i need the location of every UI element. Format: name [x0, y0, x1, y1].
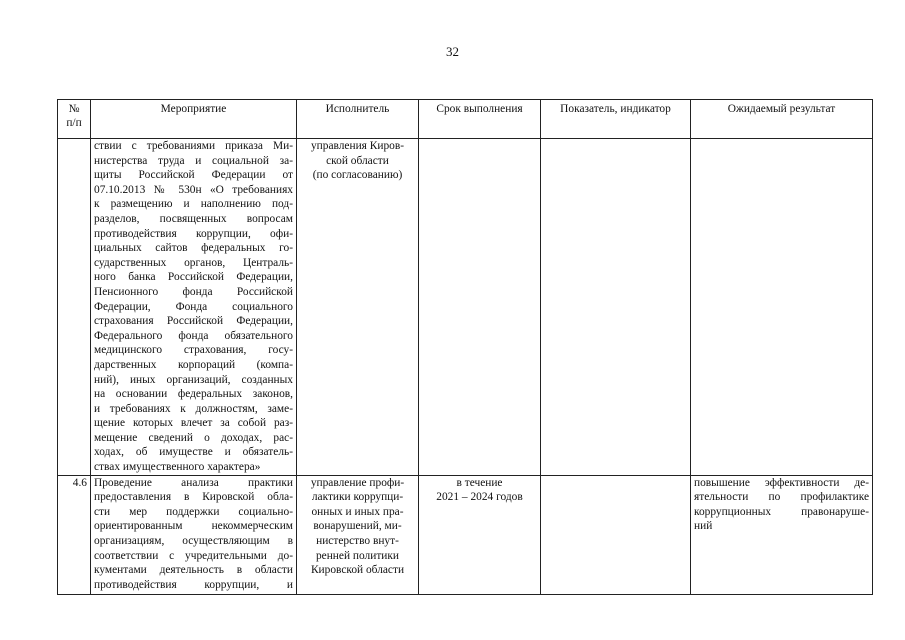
- page-number: 32: [446, 44, 459, 59]
- event-line: циальных сайтов федеральных го-: [94, 242, 293, 255]
- result-line: коррупционных правонаруше-: [694, 505, 869, 518]
- executor-line: онных и иных пра-: [311, 505, 404, 518]
- header-num-line2: п/п: [66, 117, 82, 129]
- event-line: к размещению и наполнению под-: [94, 198, 293, 211]
- executor-line: вонарушений, ми-: [313, 520, 402, 533]
- executor-line: управления Киров-: [310, 140, 405, 152]
- cell-indicator: [541, 475, 691, 594]
- cell-event: [91, 139, 297, 476]
- cell-num: 4.6: [58, 475, 91, 594]
- cell-deadline: [419, 475, 541, 594]
- event-line: соответствии с учредительными до-: [94, 549, 293, 562]
- header-deadline: Срок выполнения: [419, 100, 541, 139]
- event-line: ного банка Российской Федерации,: [94, 271, 293, 284]
- cell-num: [58, 139, 91, 476]
- cell-executor: [297, 475, 419, 594]
- table-row: [58, 139, 873, 476]
- executor-line: ской области: [326, 154, 389, 167]
- cell-executor: [297, 139, 419, 476]
- result-line: ятельности по профилактике: [694, 491, 869, 504]
- event-line: ориентированным некоммерческим: [94, 520, 293, 533]
- event-line: разделов, посвященных вопросам: [94, 212, 293, 225]
- executor-line: Кировской области: [310, 564, 405, 577]
- cell-result: [691, 475, 873, 594]
- header-num: [58, 100, 91, 139]
- cell-event: [91, 475, 297, 594]
- event-line: ходах, об имуществе и обязатель-: [94, 446, 293, 459]
- header-result: Ожидаемый результат: [691, 100, 873, 139]
- event-line: Федерации, Фонда социального: [94, 300, 293, 313]
- event-line: ствах имущественного характера»: [94, 461, 261, 474]
- event-line: 07.10.2013 № 530н «О требованиях: [94, 183, 293, 196]
- cell-result: [691, 139, 873, 476]
- executor-line: управление профи-: [310, 476, 405, 489]
- event-line: сударственных органов, Централь-: [94, 256, 293, 269]
- header-indicator: Показатель, индикатор: [541, 100, 691, 139]
- event-line: предоставления в Кировской обла-: [94, 491, 293, 504]
- event-line: дарственных корпораций (компа-: [94, 358, 293, 371]
- result-line: ний: [694, 520, 713, 533]
- cell-deadline: [419, 139, 541, 476]
- event-line: медицинского страхования, госу-: [94, 344, 293, 357]
- event-line: и требованиях к должностям, заме-: [94, 402, 293, 415]
- event-line: Проведение анализа практики: [94, 476, 293, 489]
- event-line: мещение сведений о доходах, рас-: [94, 431, 293, 444]
- event-line: щиты Российской Федерации от: [94, 169, 293, 182]
- event-line: Пенсионного фонда Российской: [94, 285, 293, 298]
- event-line: страхования Российской Федерации,: [94, 315, 293, 328]
- event-line: щение которых влечет за собой раз-: [94, 417, 293, 430]
- header-event: Мероприятие: [91, 100, 297, 139]
- event-line: сти мер поддержки социально-: [94, 505, 293, 518]
- event-line: организациям, осуществляющим в: [94, 535, 293, 548]
- cell-indicator: [541, 139, 691, 476]
- result-line: повышение эффективности де-: [694, 476, 869, 489]
- event-line: нистерства труда и социальной за-: [94, 154, 293, 167]
- event-line: ствии с требованиями приказа Ми-: [94, 140, 293, 152]
- table-row: [58, 475, 873, 594]
- header-executor: Исполнитель: [297, 100, 419, 139]
- event-line: ний), иных организаций, созданных: [94, 373, 293, 386]
- event-line: противодействия коррупции, офи-: [94, 227, 293, 240]
- executor-line: нистерство внут-: [316, 535, 399, 548]
- event-line: кументами деятельность в области: [94, 564, 293, 577]
- event-line: противодействия коррупции, и: [94, 578, 293, 591]
- table-header-row: [58, 100, 873, 139]
- deadline-line: 2021 – 2024 годов: [436, 491, 523, 504]
- event-line: Федерального фонда обязательного: [94, 329, 293, 342]
- executor-line: ренней политики: [315, 549, 400, 562]
- activities-table: [57, 99, 873, 595]
- event-line: на основании федеральных законов,: [94, 388, 293, 401]
- executor-line: (по согласованию): [312, 169, 403, 182]
- deadline-line: в течение: [456, 476, 503, 489]
- header-num-line1: №: [68, 103, 80, 115]
- executor-line: лактики коррупци-: [311, 491, 404, 504]
